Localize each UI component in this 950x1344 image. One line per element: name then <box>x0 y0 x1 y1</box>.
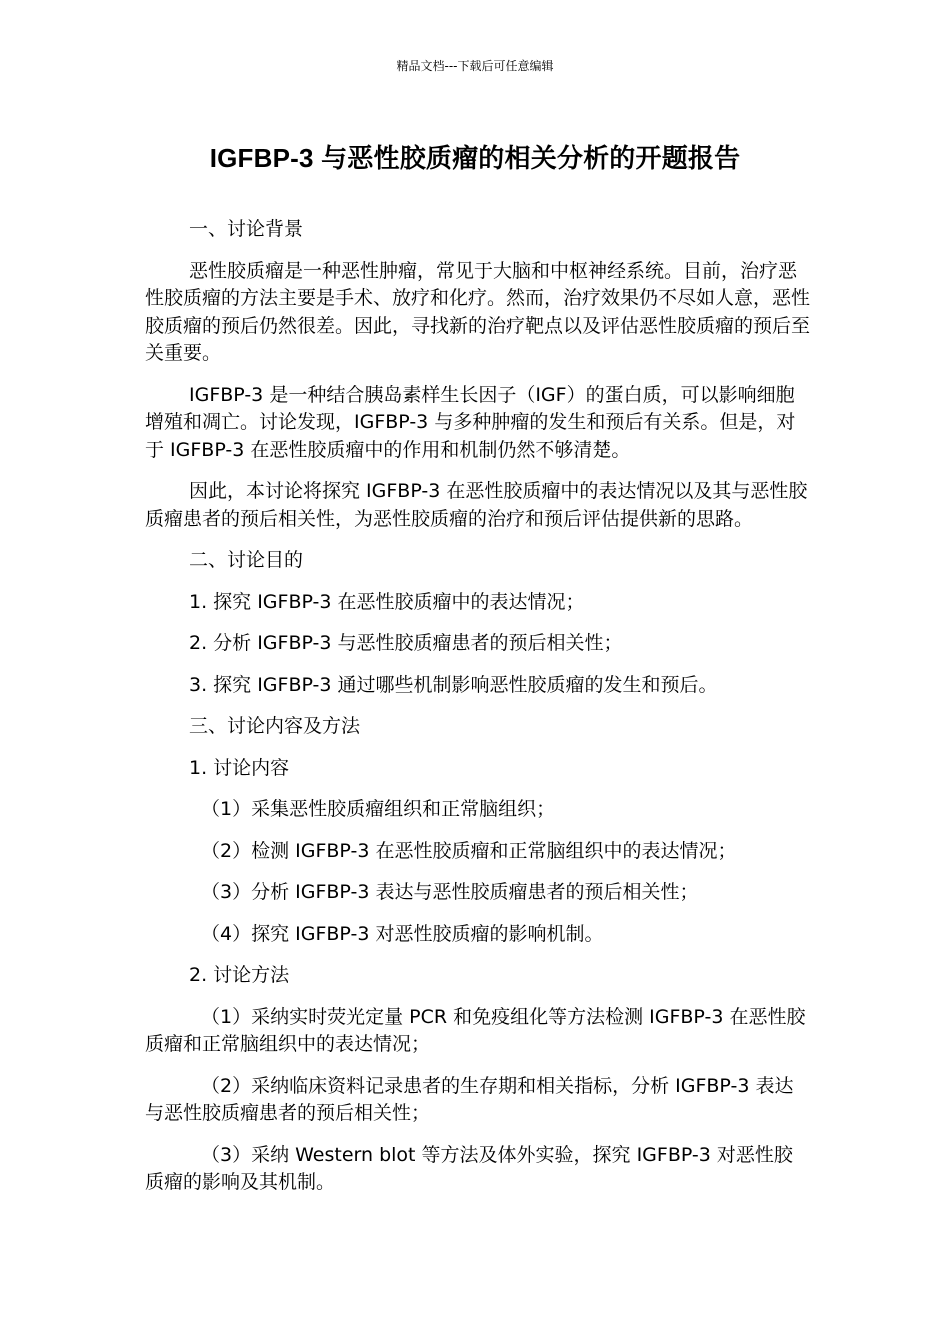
document-title: IGFBP-3 与恶性胶质瘤的相关分析的开题报告 <box>209 143 741 173</box>
paragraph-background-1: 恶性胶质瘤是一种恶性肿瘤，常见于大脑和中枢神经系统。目前，治疗恶性胶质瘤的方法主要是手术、放疗和化疗。然而，治疗效果仍不尽如人意，恶性胶质瘤的预后仍然很差。因此，寻找新的治疗靶点以及评估恶性胶质瘤的预后至关重要。 <box>145 259 811 364</box>
purpose-item-1: 1. 探究 IGFBP-3 在恶性胶质瘤中的表达情况； <box>189 590 585 613</box>
section-heading-background: 一、讨论背景 <box>189 218 304 240</box>
method-item-1: （1）采纳实时荧光定量 PCR 和免疫组化等方法检测 IGFBP-3 在恶性胶质瘤和正常脑组织中的表达情况； <box>145 1005 806 1055</box>
section-heading-content-methods: 三、讨论内容及方法 <box>189 715 361 737</box>
section-heading-purpose: 二、讨论目的 <box>189 549 304 571</box>
method-item-2: （2）采纳临床资料记录患者的生存期和相关指标，分析 IGFBP-3 表达与恶性胶质瘤患者的预后相关性； <box>145 1074 794 1124</box>
purpose-item-2: 2. 分析 IGFBP-3 与恶性胶质瘤患者的预后相关性； <box>189 632 623 654</box>
document-body <box>145 216 810 1211</box>
content-item-2: （2）检测 IGFBP-3 在恶性胶质瘤和正常脑组织中的表达情况； <box>201 839 737 862</box>
content-item-3: （3）分析 IGFBP-3 表达与恶性胶质瘤患者的预后相关性； <box>201 881 699 903</box>
content-item-4: （4）探究 IGFBP-3 对恶性胶质瘤的影响机制。 <box>201 922 604 945</box>
subheading-content: 1. 讨论内容 <box>189 756 290 779</box>
method-item-3: （3）采纳 Western blot 等方法及体外实验，探究 IGFBP-3 对恶性胶质瘤的影响及其机制。 <box>145 1143 793 1193</box>
header-note: 精品文档---下载后可任意编辑 <box>396 59 554 73</box>
paragraph-background-3: 因此，本讨论将探究 IGFBP-3 在恶性胶质瘤中的表达情况以及其与恶性胶质瘤患者的预后相关性，为恶性胶质瘤的治疗和预后评估提供新的思路。 <box>145 480 808 530</box>
paragraph-background-2: IGFBP-3 是一种结合胰岛素样生长因子（IGF）的蛋白质，可以影响细胞增殖和凋亡。讨论发现，IGFBP-3 与多种肿瘤的发生和预后有关系。但是，对于 IGFBP-3 在恶性胶质瘤中的作用和机制仍然不够清楚。 <box>145 383 796 461</box>
content-item-1: （1）采集恶性胶质瘤组织和正常脑组织； <box>201 798 556 820</box>
purpose-item-3: 3. 探究 IGFBP-3 通过哪些机制影响恶性胶质瘤的发生和预后。 <box>189 673 718 696</box>
subheading-methods: 2. 讨论方法 <box>189 964 290 986</box>
